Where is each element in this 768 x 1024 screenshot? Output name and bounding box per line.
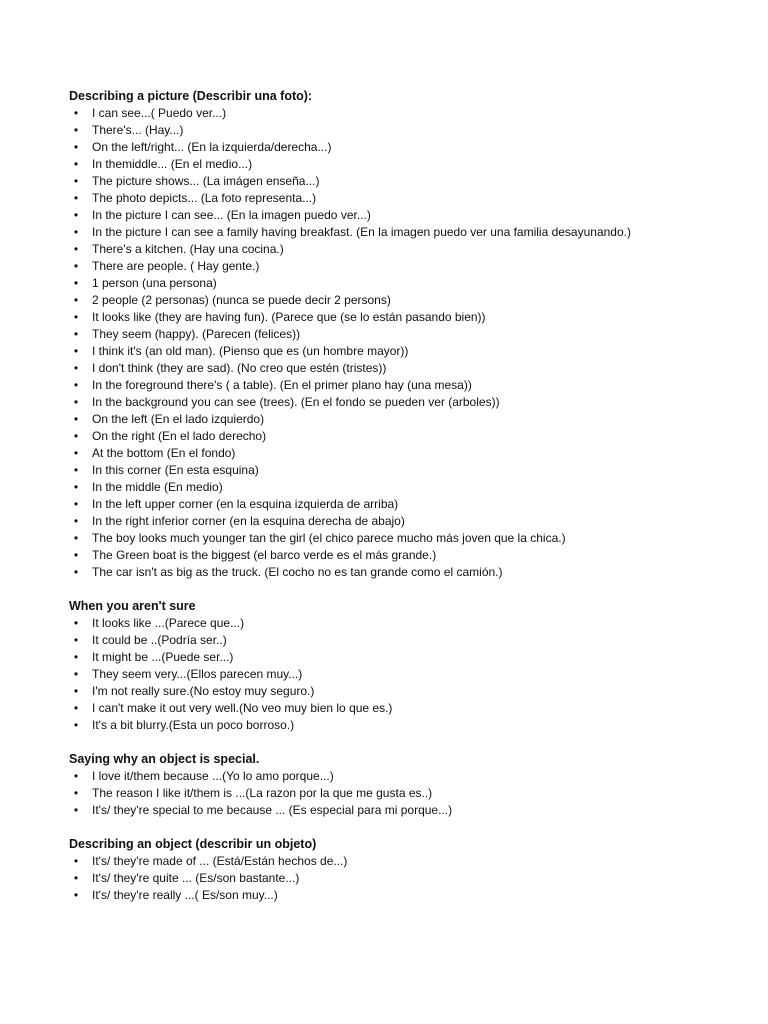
list-item-text: It might be ...(Puede ser...): [92, 650, 234, 664]
list-item: [69, 377, 749, 394]
list-item: [69, 700, 749, 717]
bullet-icon: •: [73, 463, 79, 477]
bullet-icon: •: [73, 191, 79, 205]
section-object-special: [69, 751, 749, 819]
list-item: [69, 258, 749, 275]
list-item: [69, 207, 749, 224]
list-item: [69, 530, 749, 547]
list-item: [69, 853, 749, 870]
section-title: Describing a picture (Describir una foto):: [69, 89, 313, 103]
bullet-icon: •: [73, 378, 79, 392]
list-item-text: I can't make it out very well.(No veo muy bien lo que es.): [92, 701, 393, 715]
list-item-text: In the middle (En medio): [92, 480, 223, 494]
bullet-icon: •: [73, 140, 79, 154]
list-item-text: It's/ they're special to me because ... (Es especial para mi porque...): [92, 803, 453, 817]
list-item: [69, 343, 749, 360]
bullet-icon: •: [73, 310, 79, 324]
list-item: [69, 139, 749, 156]
list-item: [69, 156, 749, 173]
bullet-icon: •: [73, 684, 79, 698]
list-item: [69, 241, 749, 258]
bullet-icon: •: [73, 888, 79, 902]
list-item-text: In the foreground there's ( a table). (En el primer plano hay (una mesa)): [92, 378, 472, 392]
list-item-text: The reason I like it/them is ...(La razon por la que me gusta es..): [92, 786, 433, 800]
bullet-icon: •: [73, 480, 79, 494]
section-describing-picture: [69, 88, 749, 581]
section-not-sure: [69, 598, 749, 734]
list-item-text: In the left upper corner (en la esquina izquierda de arriba): [92, 497, 399, 511]
bullet-icon: •: [73, 854, 79, 868]
list-item: [69, 326, 749, 343]
list-item-text: There's a kitchen. (Hay una cocina.): [92, 242, 284, 256]
list-item: [69, 802, 749, 819]
list-item-text: The photo depicts... (La foto representa...): [92, 191, 317, 205]
bullet-icon: •: [73, 242, 79, 256]
list-item: [69, 190, 749, 207]
list-item-text: The picture shows... (La imágen enseña...): [92, 174, 320, 188]
list-item: [69, 105, 749, 122]
bullet-list: [69, 615, 749, 734]
bullet-icon: •: [73, 395, 79, 409]
bullet-icon: •: [73, 106, 79, 120]
list-item: [69, 394, 749, 411]
list-item-text: The Green boat is the biggest (el barco verde es el más grande.): [92, 548, 437, 562]
list-item: [69, 445, 749, 462]
list-item: [69, 411, 749, 428]
section-describing-object: [69, 836, 749, 904]
bullet-icon: •: [73, 208, 79, 222]
bullet-icon: •: [73, 871, 79, 885]
list-item-text: There are people. ( Hay gente.): [92, 259, 260, 273]
list-item-text: 1 person (una persona): [92, 276, 217, 290]
list-item-text: The boy looks much younger tan the girl (el chico parece mucho más joven que la chica.): [92, 531, 566, 545]
list-item-text: The car isn't as big as the truck. (El cocho no es tan grande como el camión.): [92, 565, 503, 579]
bullet-icon: •: [73, 786, 79, 800]
bullet-list: [69, 105, 749, 581]
list-item-text: I think it's (an old man). (Pienso que es (un hombre mayor)): [92, 344, 409, 358]
bullet-icon: •: [73, 650, 79, 664]
list-item: [69, 462, 749, 479]
bullet-icon: •: [73, 803, 79, 817]
list-item: [69, 513, 749, 530]
list-item-text: It looks like ...(Parece que...): [92, 616, 245, 630]
list-item-text: On the left/right... (En la izquierda/derecha...): [92, 140, 332, 154]
list-item-text: It's/ they're made of ... (Está/Están hechos de...): [92, 854, 348, 868]
list-item: [69, 173, 749, 190]
list-item: [69, 360, 749, 377]
list-item-text: In the picture I can see a family having breakfast. (En la imagen puedo ver una familia desayunando.): [92, 225, 631, 239]
bullet-icon: •: [73, 361, 79, 375]
list-item-text: I can see...( Puedo ver...): [92, 106, 227, 120]
bullet-icon: •: [73, 497, 79, 511]
section-title: Describing an object (describir un objeto): [69, 837, 317, 851]
bullet-icon: •: [73, 327, 79, 341]
bullet-icon: •: [73, 412, 79, 426]
list-item: [69, 887, 749, 904]
bullet-icon: •: [73, 174, 79, 188]
list-item-text: They seem (happy). (Parecen (felices)): [92, 327, 301, 341]
list-item-text: 2 people (2 personas) (nunca se puede decir 2 persons): [92, 293, 391, 307]
list-item-text: They seem very...(Ellos parecen muy...): [92, 667, 303, 681]
list-item-text: I don't think (they are sad). (No creo que estén (tristes)): [92, 361, 387, 375]
list-item: [69, 666, 749, 683]
bullet-icon: •: [73, 633, 79, 647]
bullet-icon: •: [73, 276, 79, 290]
bullet-icon: •: [73, 293, 79, 307]
bullet-icon: •: [73, 514, 79, 528]
bullet-icon: •: [73, 616, 79, 630]
list-item: [69, 649, 749, 666]
list-item-text: In this corner (En esta esquina): [92, 463, 259, 477]
bullet-icon: •: [73, 157, 79, 171]
list-item: [69, 870, 749, 887]
list-item-text: I love it/them because ...(Yo lo amo porque...): [92, 769, 334, 783]
list-item-text: On the right (En el lado derecho): [92, 429, 267, 443]
list-item: [69, 683, 749, 700]
bullet-icon: •: [73, 667, 79, 681]
list-item: [69, 547, 749, 564]
list-item-text: In the picture I can see... (En la imagen puedo ver...): [92, 208, 371, 222]
bullet-icon: •: [73, 769, 79, 783]
list-item: [69, 224, 749, 241]
section-title: When you aren't sure: [69, 599, 196, 613]
bullet-icon: •: [73, 531, 79, 545]
list-item-text: It's/ they're really ...( Es/son muy...): [92, 888, 278, 902]
bullet-list: [69, 768, 749, 819]
list-item: [69, 122, 749, 139]
list-item-text: In themiddle... (En el medio...): [92, 157, 253, 171]
bullet-icon: •: [73, 548, 79, 562]
list-item: [69, 479, 749, 496]
list-item-text: In the background you can see (trees). (En el fondo se pueden ver (arboles)): [92, 395, 500, 409]
list-item: [69, 428, 749, 445]
bullet-icon: •: [73, 429, 79, 443]
list-item-text: It's/ they're quite ... (Es/son bastante...): [92, 871, 300, 885]
bullet-icon: •: [73, 344, 79, 358]
list-item-text: I'm not really sure.(No estoy muy seguro.): [92, 684, 315, 698]
list-item: [69, 785, 749, 802]
bullet-icon: •: [73, 123, 79, 137]
list-item-text: It could be ..(Podría ser..): [92, 633, 227, 647]
section-title: Saying why an object is special.: [69, 752, 260, 766]
list-item: [69, 632, 749, 649]
bullet-icon: •: [73, 259, 79, 273]
list-item-text: There's... (Hay...): [92, 123, 184, 137]
list-item: [69, 564, 749, 581]
list-item: [69, 309, 749, 326]
list-item: [69, 496, 749, 513]
list-item: [69, 615, 749, 632]
bullet-icon: •: [73, 446, 79, 460]
list-item: [69, 275, 749, 292]
list-item-text: At the bottom (En el fondo): [92, 446, 236, 460]
bullet-icon: •: [73, 225, 79, 239]
bullet-icon: •: [73, 565, 79, 579]
list-item: [69, 768, 749, 785]
bullet-icon: •: [73, 701, 79, 715]
list-item: [69, 292, 749, 309]
list-item: [69, 717, 749, 734]
document-body: [69, 88, 749, 921]
bullet-list: [69, 853, 749, 904]
bullet-icon: •: [73, 718, 79, 732]
list-item-text: On the left (En el lado izquierdo): [92, 412, 265, 426]
list-item-text: It's a bit blurry.(Esta un poco borroso.): [92, 718, 295, 732]
list-item-text: It looks like (they are having fun). (Parece que (se lo están pasando bien)): [92, 310, 486, 324]
list-item-text: In the right inferior corner (en la esquina derecha de abajo): [92, 514, 405, 528]
